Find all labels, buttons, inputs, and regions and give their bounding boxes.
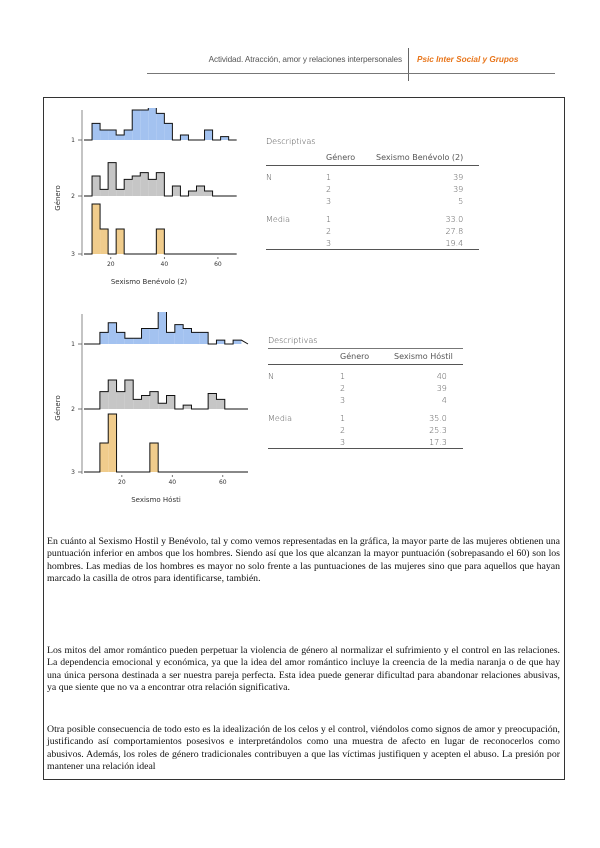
histogram-bar-group-1 [158, 312, 166, 344]
cell: 3 [326, 238, 332, 248]
cell: 33.0 [445, 214, 464, 224]
histogram-bar-group-1 [100, 130, 108, 140]
histogram-bar-group-1 [132, 110, 140, 140]
cell: 5 [458, 197, 464, 206]
y-tick-label: 2 [71, 406, 75, 413]
histogram-bar-group-2 [156, 173, 164, 196]
cell: Media [268, 413, 293, 423]
histogram-bar-group-1 [164, 123, 172, 140]
histogram-bar-group-2 [148, 179, 156, 196]
y-tick-label: 3 [71, 251, 75, 258]
table-row [266, 196, 479, 208]
table-row [268, 407, 463, 425]
histogram-bar-group-1 [133, 338, 141, 344]
histogram-bar-group-2 [188, 191, 196, 196]
histogram-bar-group-1 [175, 325, 183, 344]
y-tick-label: 2 [71, 193, 75, 200]
histogram-bar-group-2 [208, 394, 216, 409]
header-cell: Sexismo Benévolo (2) [376, 153, 464, 162]
cell: 39 [453, 173, 464, 182]
cell [268, 436, 340, 449]
table-row [268, 395, 463, 407]
header-cell: Género [340, 352, 370, 361]
x-axis-title: Sexismo Benévolo (2) [110, 278, 188, 286]
histogram-bar-group-2 [197, 186, 205, 196]
cell: 3 [340, 437, 346, 447]
histogram-bar-group-1 [167, 332, 175, 344]
histogram-bar-group-2 [133, 399, 141, 409]
histogram-bar-group-3 [108, 414, 116, 472]
cell: 1 [326, 214, 332, 224]
histogram-bar-group-2 [167, 395, 175, 409]
histogram-bar-group-3 [100, 229, 108, 254]
histogram-bar-group-1 [108, 130, 116, 140]
y-tick-label: 1 [71, 341, 75, 348]
histogram-bar-group-2 [205, 191, 213, 196]
histogram-bar-group-2 [142, 395, 150, 409]
histogram-sexismo-benevolo [48, 108, 248, 298]
histogram-bar-group-1 [221, 137, 229, 140]
histogram-bar-group-3 [150, 443, 158, 472]
x-tick-label: 20 [118, 479, 126, 486]
paragraph-sexismo-analysis: En cuánto al Sexismo Hostil y Benévolo, tal y como vemos representadas en la gráfica, la mayor parte de las mujeres obtienen una puntuación inferior en ambos que los hombres. Siendo así que los que alcanzan la mayor puntuación (sobrepasando el 60) son los hombres. Las medias de los hombres es mayor no solo frente a las puntuaciones de las mujeres sino que para aquellos que hayan marcado la casilla de otros para identificarse, también. [47, 535, 560, 585]
descriptives-table-hostil [268, 336, 463, 449]
cell [266, 184, 326, 196]
header-cell [268, 349, 340, 365]
histogram-bar-group-2 [108, 380, 116, 409]
table-title: Descriptivas [266, 137, 316, 146]
cell: Media [266, 214, 291, 224]
x-tick-label: 40 [160, 261, 169, 268]
paragraph-mitos-amor: Los mitos del amor romántico pueden perpetuar la violencia de género al normalizar el sufrimiento y el control en las relaciones. La dependencia emocional y económica, ya que la idea del amor romántico incluye la creencia de la media naranja o de que hay una única persona destinada a ser nuestra pareja perfecta. Esta idea puede generar dificultad para abandonar relaciones abusivas, ya que siente que no va a encontrar otra relación significativa. [47, 644, 560, 694]
cell: 1 [326, 173, 332, 182]
table-header-row [266, 150, 479, 166]
cell: 27.8 [445, 226, 464, 236]
table-row [268, 424, 463, 436]
cell: 19.4 [445, 238, 464, 248]
cell: 35.0 [429, 413, 447, 423]
table-row [268, 436, 463, 449]
paragraph-celos-control: Otra posible consecuencia de todo esto es la idealización de los celos y el control, viéndolos como signos de amor y preocupación, justificando así comportamientos posesivos e interpretándolos como una muestra de afecto en lugar de reconocerlos como abusivos. Además, los roles de género tradicionales contribuyen a que las víctimas justifiquen y acepten el abuso. La presión por mantener una relación ideal [47, 723, 560, 773]
table-row [266, 225, 479, 237]
table-row [268, 383, 463, 395]
cell: 39 [436, 384, 447, 393]
histogram-bar-group-3 [116, 229, 124, 254]
x-axis-title: Sexismo Hósti [131, 496, 181, 504]
chart-svg [48, 312, 258, 512]
cell: 3 [326, 197, 332, 206]
cell [266, 225, 326, 237]
histogram-bar-group-1 [205, 130, 213, 140]
cell: 2 [340, 425, 346, 435]
descriptives-table-benevolo [266, 137, 479, 250]
histogram-bar-group-2 [132, 176, 140, 196]
x-tick-label: 40 [168, 479, 177, 486]
page-header [0, 0, 600, 80]
x-tick-label: 20 [106, 261, 115, 268]
histogram-bar-group-2 [100, 189, 108, 196]
cell: 1 [340, 372, 346, 381]
cell: 39 [453, 185, 464, 194]
histogram-bar-group-1 [191, 332, 199, 344]
cell: 3 [340, 396, 346, 405]
histogram-bar-group-2 [116, 189, 124, 196]
table-row [266, 208, 479, 226]
histogram-bar-group-1 [108, 323, 116, 344]
histogram-bar-group-2 [108, 163, 116, 196]
cell: 4 [441, 396, 447, 405]
y-axis-title: Género [54, 395, 62, 421]
cell [268, 383, 340, 395]
histogram-bar-group-2 [100, 392, 108, 409]
histogram-bar-group-1 [116, 135, 124, 140]
x-tick-label: 60 [214, 261, 222, 268]
table-row [266, 166, 479, 184]
histogram-bar-group-2 [140, 173, 148, 196]
cell: 25.3 [429, 425, 447, 435]
histogram-bar-group-2 [158, 403, 166, 409]
cell: 17.3 [429, 437, 447, 447]
header-cell: Género [326, 153, 356, 162]
cell [268, 395, 340, 407]
histogram-bar-group-1 [117, 332, 125, 344]
cell [268, 424, 340, 436]
histogram-bar-group-1 [124, 130, 132, 140]
cell [266, 237, 326, 250]
histogram-bar-group-2 [125, 380, 133, 409]
histogram-bar-group-1 [216, 340, 224, 344]
histogram-bar-group-1 [100, 332, 108, 344]
histogram-bar-group-2 [172, 186, 180, 196]
histogram-bar-group-1 [142, 329, 150, 344]
cell: 40 [436, 372, 447, 381]
histogram-bar-group-2 [216, 399, 224, 409]
histogram-bar-group-3 [100, 443, 108, 472]
table-row [266, 237, 479, 250]
cell: 2 [340, 384, 346, 393]
cell: 2 [326, 185, 332, 194]
table-header-row [268, 349, 463, 365]
cell: N [268, 372, 274, 381]
histogram-bar-group-1 [140, 110, 148, 140]
header-rule [147, 73, 555, 74]
table-row [266, 184, 479, 196]
histogram-bar-group-3 [156, 229, 164, 254]
histogram-bar-group-1 [150, 329, 158, 344]
y-axis-title: Género [54, 185, 62, 211]
histogram-bar-group-1 [200, 332, 208, 344]
table-title: Descriptivas [268, 336, 463, 349]
histogram-bar-group-2 [124, 179, 132, 196]
histogram-bar-group-1 [92, 123, 100, 140]
course-name: Psic Inter Social y Grupos [417, 55, 519, 64]
histogram-bar-group-2 [92, 176, 100, 196]
histogram-bar-group-1 [125, 338, 133, 344]
header-cell [266, 150, 326, 166]
header-cell: Sexismo Hóstil [394, 352, 453, 361]
cell: 1 [340, 413, 346, 423]
histogram-bar-group-1 [180, 135, 188, 140]
cell [266, 196, 326, 208]
histogram-bar-group-2 [183, 405, 191, 409]
histogram-bar-group-1 [233, 340, 241, 344]
histogram-bar-group-1 [156, 113, 164, 140]
histogram-sexismo-hostil [48, 312, 258, 512]
histogram-bar-group-2 [117, 392, 125, 409]
y-tick-label: 1 [71, 137, 75, 144]
cell: N [266, 173, 272, 182]
x-tick-label: 60 [218, 479, 227, 486]
table-row [268, 365, 463, 383]
histogram-bar-group-1 [183, 329, 191, 344]
cell: 2 [326, 226, 332, 236]
histogram-bar-group-1 [148, 108, 156, 140]
activity-title: Actividad. Atracción, amor y relaciones interpersonales [208, 55, 402, 64]
header-divider [408, 48, 409, 81]
y-tick-label: 3 [71, 469, 75, 476]
chart-svg [48, 108, 248, 298]
histogram-bar-group-2 [150, 392, 158, 409]
histogram-bar-group-3 [92, 204, 100, 254]
